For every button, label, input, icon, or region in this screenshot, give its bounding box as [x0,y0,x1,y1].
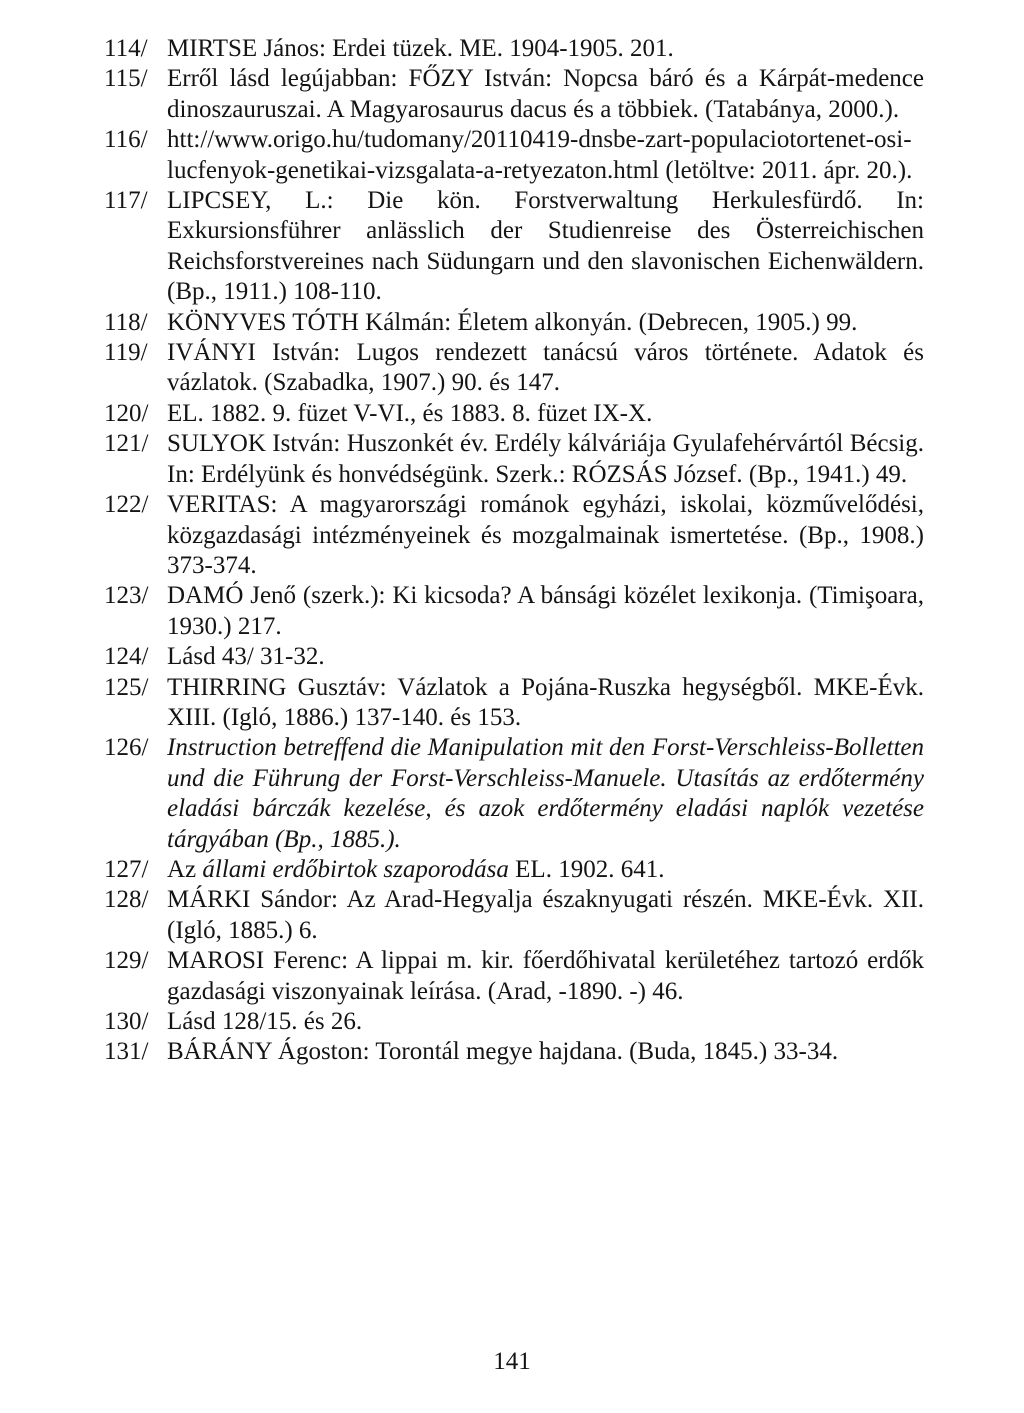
endnote-text [167,338,924,399]
endnote-text [167,429,924,490]
endnote-number: 123/ [104,582,149,610]
endnote-text [167,34,924,64]
endnote-text [167,946,924,1007]
endnote-item [104,490,924,581]
citation-text: MIRTSE János: Erdei tüzek. ME. 1904-1905. 201. [167,35,674,62]
endnote-text [167,1007,924,1037]
citation-text: Erről lásd legújabban: FŐZY István: Nopcsa báró és a Kárpát-medence dinoszauruszai. A Magyarosaurus dacus és a többiek. (Tatabánya, 2000.). [167,65,924,123]
endnote-item [104,642,924,672]
endnote-number: 126/ [104,734,149,762]
citation-text: Az [167,855,203,883]
endnote-number: 122/ [104,491,149,519]
endnote-item [104,308,924,338]
endnote-text [167,733,924,855]
endnote-number: 118/ [104,308,148,336]
endnote-number: 114/ [104,35,148,62]
citation-text: EL. 1882. 9. füzet V-VI., és 1883. 8. füzet IX-X. [167,399,653,427]
endnote-text [167,642,924,672]
endnote-text [167,64,924,125]
endnote-item [104,581,924,642]
citation-text: BÁRÁNY Ágoston: Torontál megye hajdana. (Buda, 1845.) 33-34. [167,1038,839,1066]
endnote-number: 129/ [104,947,149,975]
endnote-item [104,399,924,429]
endnote-text [167,125,924,186]
endnote-item [104,186,924,308]
citation-text: IVÁNYI István: Lugos rendezett tanácsú város története. Adatok és vázlatok. (Szabadka, 1907.) 90. és 147. [167,339,924,397]
endnote-item [104,1007,924,1037]
endnote-text [167,855,924,885]
citation-text: EL. 1902. 641. [508,855,665,883]
page-number: 141 [493,1348,531,1375]
endnote-text [167,581,924,642]
endnote-item [104,125,924,186]
endnote-item [104,673,924,734]
endnote-number: 128/ [104,886,149,914]
endnote-text [167,885,924,946]
endnote-number: 117/ [104,187,148,215]
endnote-item [104,1037,924,1067]
endnote-item [104,429,924,490]
endnote-text [167,308,924,338]
endnote-number: 131/ [104,1038,149,1066]
endnote-item [104,733,924,855]
endnote-number: 121/ [104,430,149,458]
citation-text: Lásd 128/15. és 26. [167,1008,363,1035]
endnote-number: 130/ [104,1008,149,1035]
endnotes-list [104,34,924,1068]
endnote-number: 119/ [104,339,148,367]
italic-title: Instruction betreffend die Manipulation mit den Forst-Verschleiss-Bolletten und die Führung der Forst-Verschleiss-Manuele. Utasítás az erdőtermény eladási bárczák kezelése, és azok erdőtermény eladási naplók vezetése tárgyában (Bp., 1885.). [167,734,924,853]
endnote-number: 124/ [104,643,149,671]
citation-text: DAMÓ Jenő (szerk.): Ki kicsoda? A bánsági közélet lexikonja. (Timişoara, 1930.) 217. [167,582,924,640]
citation-text: Lásd 43/ 31-32. [167,643,325,671]
endnote-number: 115/ [104,65,148,93]
endnote-number: 127/ [104,855,149,883]
endnote-item [104,885,924,946]
citation-text: MAROSI Ferenc: A lippai m. kir. főerdőhivatal kerületéhez tartozó erdők gazdasági viszonyainak leírása. (Arad, -1890. -) 46. [167,947,924,1005]
endnote-item [104,338,924,399]
endnote-text [167,186,924,308]
italic-title: állami erdőbirtok szaporodása [202,855,509,883]
citation-text: htt://www.origo.hu/tudomany/20110419-dnsbe-zart-populaciotortenet-osi-lucfenyok-genetikai-vizsgalata-a-retyezaton.html (letöltve: 2011. ápr. 20.). [167,126,913,184]
endnote-number: 116/ [104,126,148,154]
citation-text: MÁRKI Sándor: Az Arad-Hegyalja északnyugati részén. MKE-Évk. XII. (Igló, 1885.) 6. [167,886,924,944]
endnote-item [104,34,924,64]
citation-text: LIPCSEY, L.: Die kön. Forstverwaltung Herkulesfürdő. In: Exkursionsführer anlässlich der Studienreise des Österreichischen Reichsforstvereines nach Südungarn und den slavonischen Eichenwäldern. (Bp., 1911.) 108-110. [167,187,924,306]
endnote-text [167,490,924,581]
endnote-number: 125/ [104,673,149,701]
endnote-item [104,64,924,125]
endnote-number: 120/ [104,399,149,427]
endnote-item [104,855,924,885]
citation-text: KÖNYVES TÓTH Kálmán: Életem alkonyán. (Debrecen, 1905.) 99. [167,308,858,336]
citation-text: SULYOK István: Huszonkét év. Erdély kálváriája Gyulafehérvártól Bécsig. In: Erdélyünk és honvédségünk. Szerk.: RÓZSÁS József. (Bp., 1941.) 49. [167,430,924,488]
endnote-text [167,399,924,429]
endnote-text [167,673,924,734]
endnote-item [104,946,924,1007]
citation-text: THIRRING Gusztáv: Vázlatok a Pojána-Ruszka hegységből. MKE-Évk. XIII. (Igló, 1886.) 137-140. és 153. [167,673,924,731]
citation-text: VERITAS: A magyarországi románok egyházi, iskolai, közművelődési, közgazdasági intézményeinek és mozgalmainak ismertetése. (Bp., 1908.) 373-374. [167,491,924,579]
endnote-text [167,1037,924,1067]
